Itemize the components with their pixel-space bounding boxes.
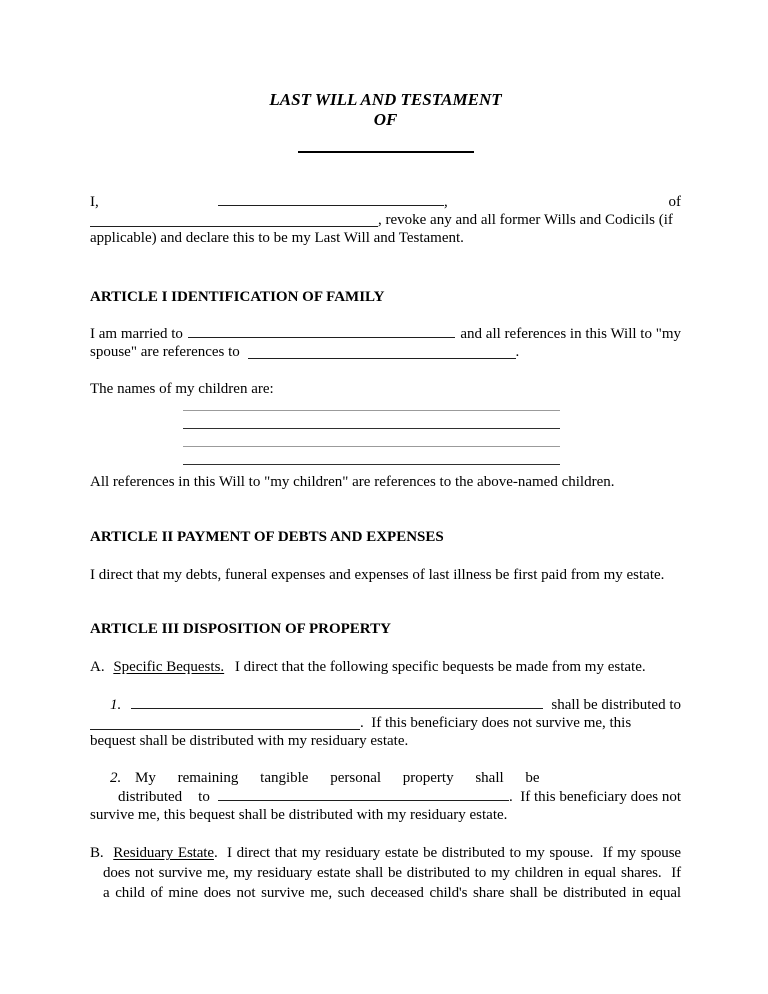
article-1-heading: ARTICLE I IDENTIFICATION OF FAMILY [90, 289, 385, 305]
child-name-blank-4[interactable] [183, 447, 560, 465]
children-name-lines [90, 393, 681, 465]
section-b-line-1 [90, 843, 681, 863]
bequest-description-blank[interactable] [131, 695, 543, 709]
section-b-residuary-estate [90, 843, 681, 903]
opening-comma: , [444, 194, 448, 210]
section-b-line-3: a child of mine does not survive me, such deceased child's share shall be distributed in equal [103, 885, 681, 901]
document-title-of: OF [373, 110, 398, 129]
spouse-name-blank-2[interactable] [248, 345, 516, 359]
opening-line-3: applicable) and declare this to be my Last Will and Testament. [90, 230, 464, 246]
opening-i-label: I, [90, 194, 99, 210]
marriage-paragraph [90, 324, 681, 361]
item1-line-2 [90, 714, 681, 732]
item1-after-blank-text: shall be distributed to [551, 697, 681, 713]
opening-line-1 [90, 192, 681, 211]
section-b-marker: B. [90, 845, 104, 861]
item2-word-distributed: distributed [118, 789, 183, 805]
document-title-block [90, 0, 681, 153]
article-3-heading: ARTICLE III DISPOSITION OF PROPERTY [90, 621, 391, 637]
children-note-text: All references in this Will to "my children" are references to the above-named children. [90, 474, 615, 490]
bequest-beneficiary-blank[interactable] [90, 716, 360, 730]
section-a-line [90, 658, 681, 676]
section-b-title: Residuary Estate [113, 845, 214, 861]
section-b-line-2: does not survive me, my residuary estate shall be distributed to my children in equal shares. If [103, 865, 681, 881]
item1-line-1 [90, 695, 681, 714]
item2-line-3: survive me, this bequest shall be distributed with my residuary estate. [90, 807, 508, 823]
spouse-pre-text: spouse" are references to [90, 344, 240, 360]
document-title: LAST WILL AND TESTAMENT [269, 90, 502, 109]
item2-word-to: to [198, 789, 210, 805]
item2-line-2 [90, 787, 681, 806]
item1-line2-text: . If this beneficiary does not survive me, this [360, 715, 632, 731]
section-b-line1-text: . I direct that my residuary estate be distributed to my spouse. If my spouse [213, 845, 681, 861]
item1-line-3: bequest shall be distributed with my residuary estate. [90, 733, 409, 749]
married-line-1 [90, 324, 681, 343]
item2-marker: 2. [110, 770, 122, 786]
item2-line1-text: My remaining tangible personal property shall be [135, 770, 540, 786]
married-pre-text: I am married to [90, 326, 183, 342]
section-a-intro: I direct that the following specific bequests be made from my estate. [234, 659, 646, 675]
bequest-item-1 [90, 695, 681, 750]
married-line-2 [90, 343, 681, 361]
child-name-blank-3[interactable] [183, 429, 560, 447]
article-2-body: I direct that my debts, funeral expenses and expenses of last illness be first paid from my estate. [90, 567, 665, 583]
testator-name-blank[interactable] [218, 192, 444, 206]
item1-marker: 1. [110, 697, 122, 713]
spouse-period: . [515, 344, 520, 360]
section-a-marker: A. [90, 659, 105, 675]
spouse-name-blank-1[interactable] [188, 324, 456, 338]
child-name-blank-2[interactable] [183, 411, 560, 429]
testator-name-title-blank[interactable] [298, 151, 474, 153]
married-post-text: and all references in this Will to "my [460, 326, 681, 342]
property-beneficiary-blank[interactable] [218, 787, 509, 801]
opening-of-label: of [668, 194, 681, 210]
bequest-item-2 [90, 769, 681, 824]
article-2-heading: ARTICLE II PAYMENT OF DEBTS AND EXPENSES [90, 529, 444, 545]
item2-line2-text: . If this beneficiary does not [508, 789, 681, 805]
testator-residence-blank[interactable] [90, 213, 378, 227]
opening-line-2 [90, 211, 681, 229]
section-a-title: Specific Bequests. [113, 659, 225, 675]
item2-line-1 [90, 769, 681, 787]
opening-revocation-text: , revoke any and all former Wills and Codicils (if [378, 212, 673, 228]
opening-paragraph [90, 192, 681, 247]
children-intro-text: The names of my children are: [90, 381, 274, 397]
